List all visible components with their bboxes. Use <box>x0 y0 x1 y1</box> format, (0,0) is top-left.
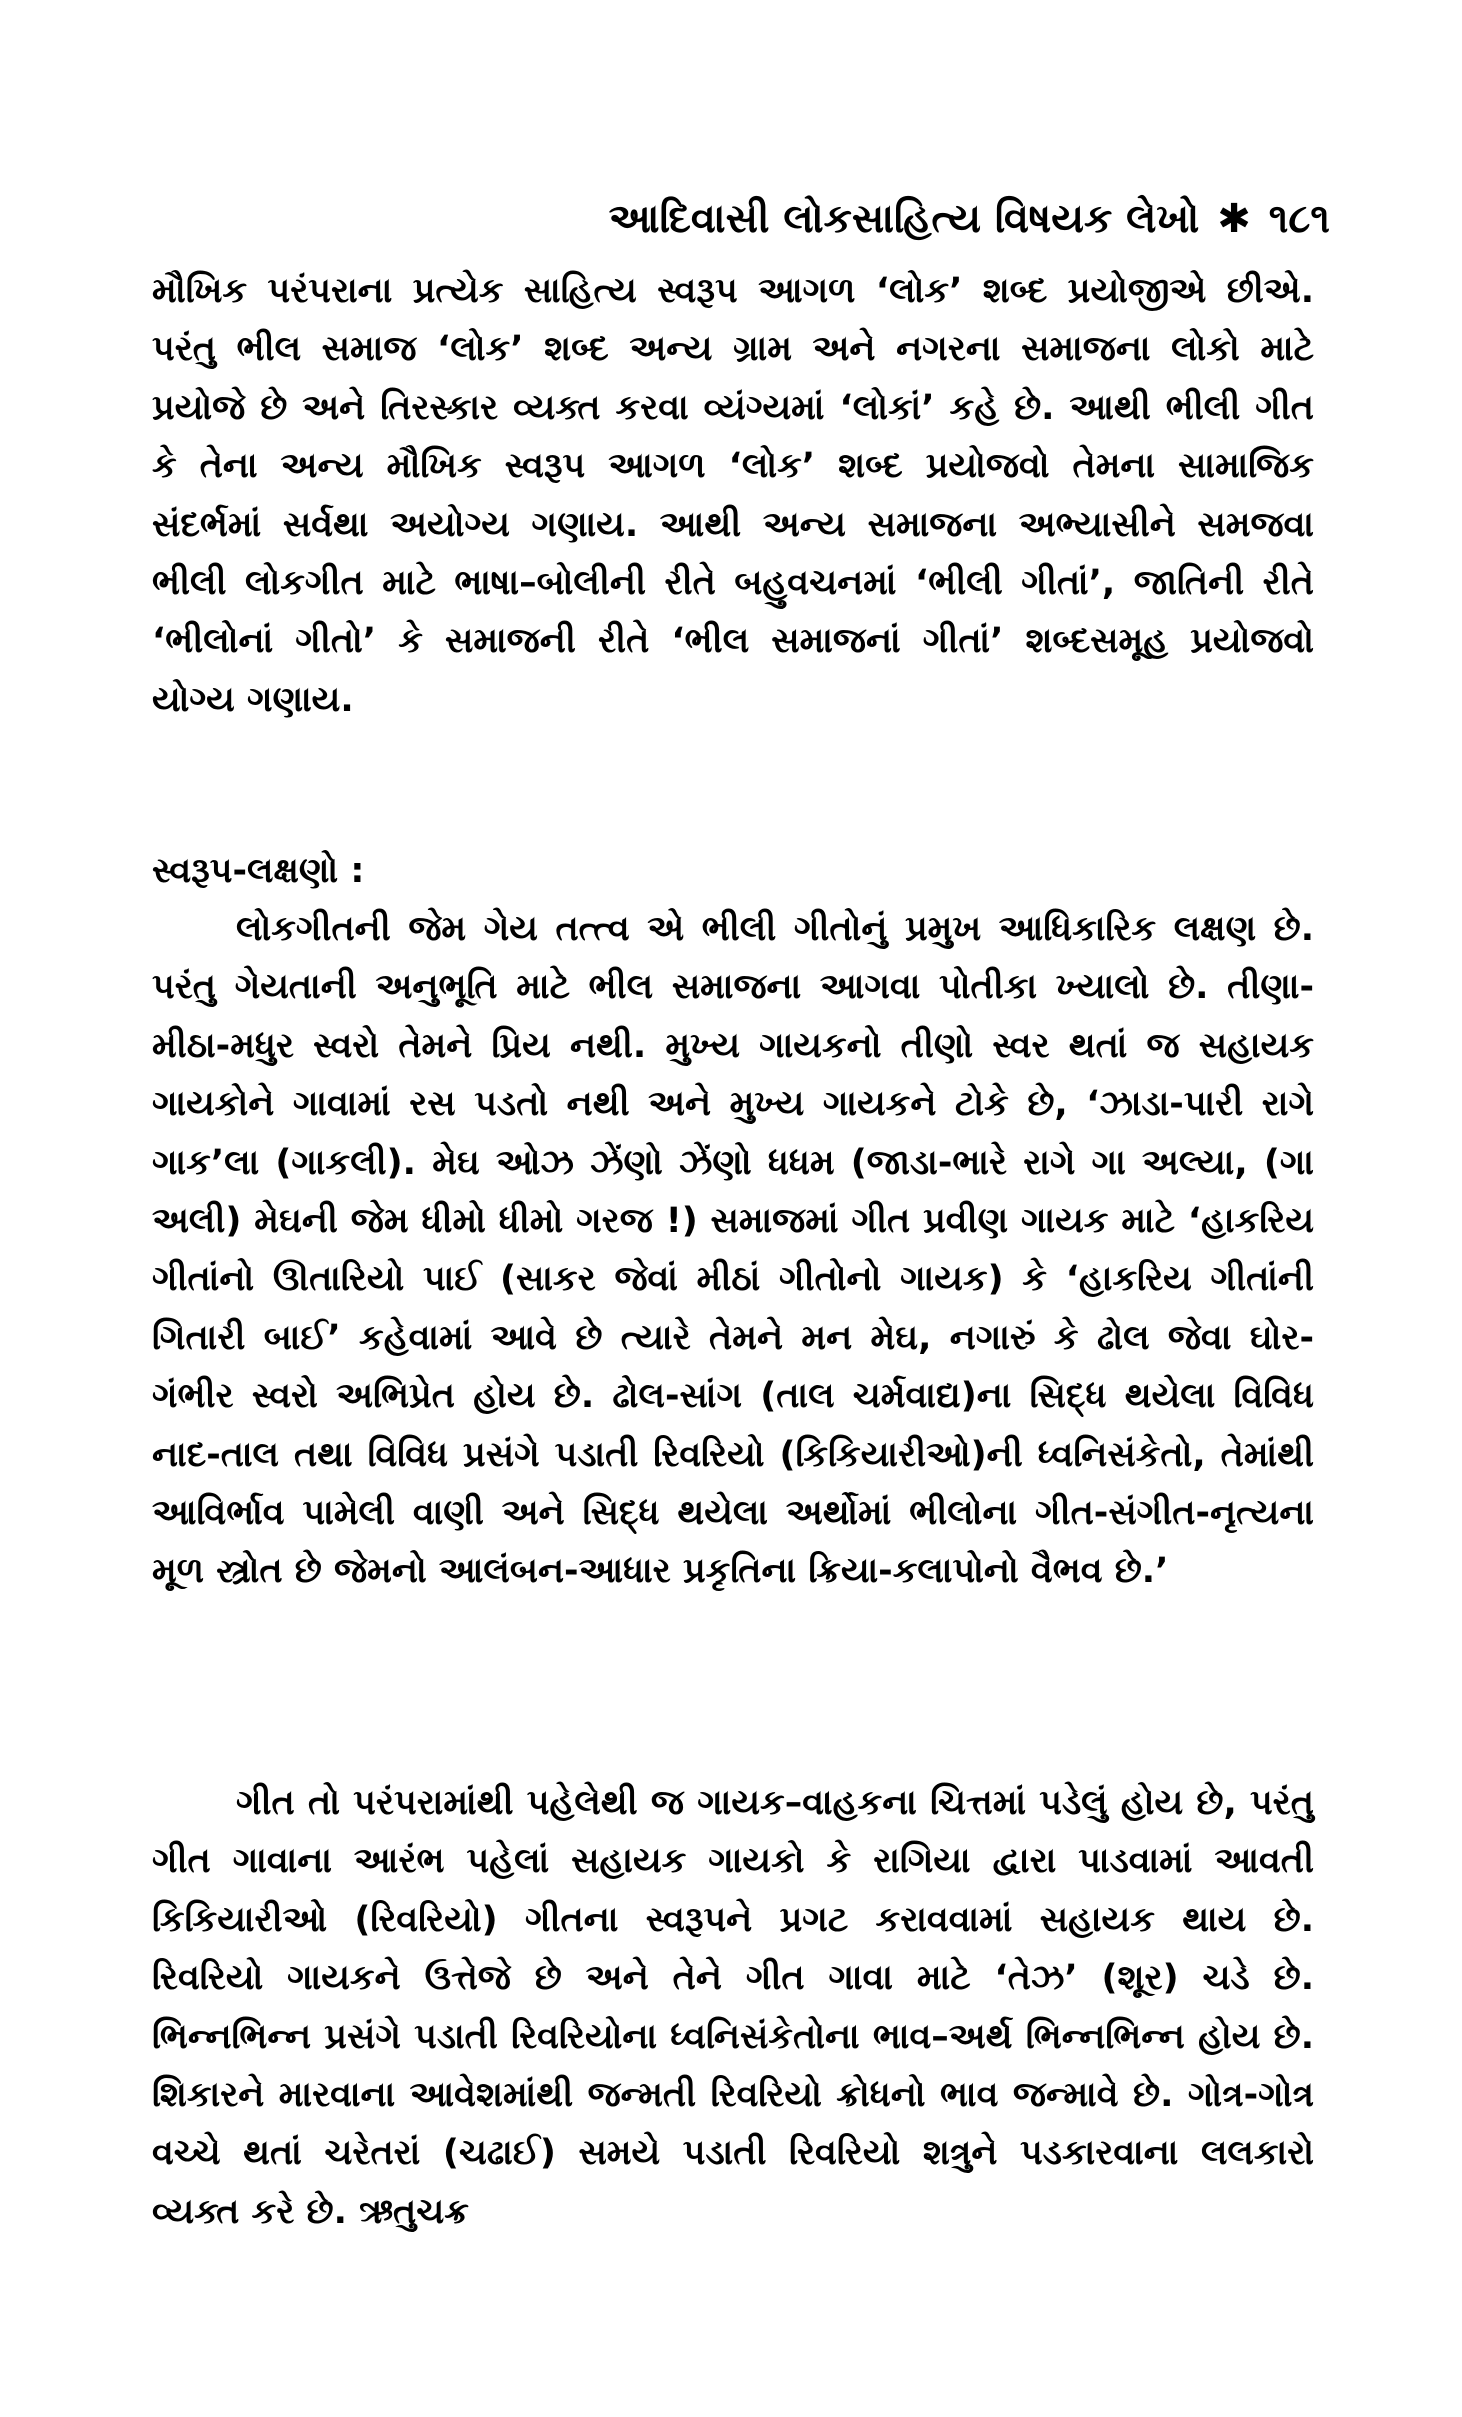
paragraph-2: લોકગીતની જેમ ગેય તત્ત્વ એ ભીલી ગીતોનું પ્રમુખ આધિકારિક લક્ષણ છે. પરંતુ ગેયતાની અનુભૂતિ માટે ભીલ સમાજના આગવા પોતીકા ખ્યાલો છે. તીણા-મીઠા-મધુર સ્વરો તેમને પ્રિય નથી. મુખ્ય ગાયકનો તીણો સ્વર થતાં જ સહાયક ગાયકોને ગાવામાં રસ પડતો નથી અને મુખ્ય ગાયકને ટોકે છે, ‘ઝાડા-પારી રાગે ગાક’લા (ગાકલી). મેઘ ઓઝ ઝેંણો ઝેંણો ધધમ (જાડા-ભારે રાગે ગા અલ્યા, (ગા અલી) મેઘની જેમ ધીમો ધીમો ગરજ !) સમાજમાં ગીત પ્રવીણ ગાયક માટે ‘હાકરિય ગીતાંનો ઊતારિયો પાઈ (સાકર જેવાં મીઠાં ગીતોનો ગાયક) કે ‘હાકરિય ગીતાંની ગિતારી બાઈ’ કહેવામાં આવે છે ત્યારે તેમને મન મેઘ, નગારું કે ઢોલ જેવા ઘોર-ગંભીર સ્વરો અભિપ્રેત હોય છે. ઢોલ-સાંગ (તાલ ચર્મવાદ્ય)ના સિદ્ધ થયેલા વિવિધ નાદ-તાલ તથા વિવિધ પ્રસંગે પડાતી રિવરિયો (કિકિયારીઓ)ની ધ્વનિસંકેતો, તેમાંથી આવિર્ભાવ પામેલી વાણી અને સિદ્ધ થયેલા અર્થોમાં ભીલોના ગીત-સંગીત-નૃત્યના મૂળ સ્ત્રોત છે જેમનો આલંબન-આધાર પ્રકૃતિના ક્રિયા-કલાપોનો વૈભવ છે.’ <box>152 909 1314 1592</box>
paragraph-3: ગીત તો પરંપરામાંથી પહેલેથી જ ગાયક–વાહકના ચિત્તમાં પડેલું હોય છે, પરંતુ ગીત ગાવાના આરંભ પહેલાં સહાયક ગાયકો કે રાગિયા દ્વારા પાડવામાં આવતી કિકિયારીઓ (રિવરિયો) ગીતના સ્વરૂપને પ્રગટ કરાવવામાં સહાયક થાય છે. રિવરિયો ગાયકને ઉત્તેજે છે અને તેને ગીત ગાવા માટે ‘તેઝ’ (શૂર) ચડે છે. ભિન્નભિન્ન પ્રસંગે પડાતી રિવરિયોના ધ્વનિસંકેતોના ભાવ–અર્થ ભિન્નભિન્ન હોય છે. શિકારને મારવાના આવેશમાંથી જન્મતી રિવરિયો ક્રોધનો ભાવ જન્માવે છે. ગોત્ર-ગોત્ર વચ્ચે થતાં ચરેતરાં (ચઢાઈ) સમયે પડાતી રિવરિયો શત્રુને પડકારવાના લલકારો વ્યક્ત કરે છે. ઋતુચક્ર <box>152 1783 1314 2232</box>
section-heading: સ્વરૂપ-લક્ષણો : <box>152 851 365 891</box>
section-heading-block <box>152 842 1314 900</box>
paragraph-1: મૌખિક પરંપરાના પ્રત્યેક સાહિત્ય સ્વરૂપ આગળ ‘લોક’ શબ્દ પ્રયોજીએ છીએ. પરંતુ ભીલ સમાજ ‘લોક’ શબ્દ અન્ય ગ્રામ અને નગરના સમાજના લોકો માટે પ્રયોજે છે અને તિરસ્કાર વ્યક્ત કરવા વ્યંગ્યમાં ‘લોકાં’ કહે છે. આથી ભીલી ગીત કે તેના અન્ય મૌખિક સ્વરૂપ આગળ ‘લોક’ શબ્દ પ્રયોજવો તેમના સામાજિક સંદર્ભમાં સર્વથા અયોગ્ય ગણાય. આથી અન્ય સમાજના અભ્યાસીને સમજવા ભીલી લોકગીત માટે ભાષા–બોલીની રીતે બહુવચનમાં ‘ભીલી ગીતાં’, જાતિની રીતે ‘ભીલોનાં ગીતો’ કે સમાજની રીતે ‘ભીલ સમાજનાં ગીતાં’ શબ્દસમૂહ પ્રયોજવો યોગ્ય ગણાય. <box>152 271 1314 720</box>
running-title: આદિવાસી લોકસાહિત્ય વિષયક લેખો <box>608 196 1200 242</box>
paragraph-block-2 <box>152 900 1314 1601</box>
asterisk-separator-icon: ✱ <box>1217 196 1251 242</box>
paragraph-block-1 <box>152 262 1314 729</box>
page-number: ૧૮૧ <box>1268 196 1330 242</box>
running-header <box>600 196 1330 242</box>
paragraph-block-3 <box>152 1774 1314 2241</box>
